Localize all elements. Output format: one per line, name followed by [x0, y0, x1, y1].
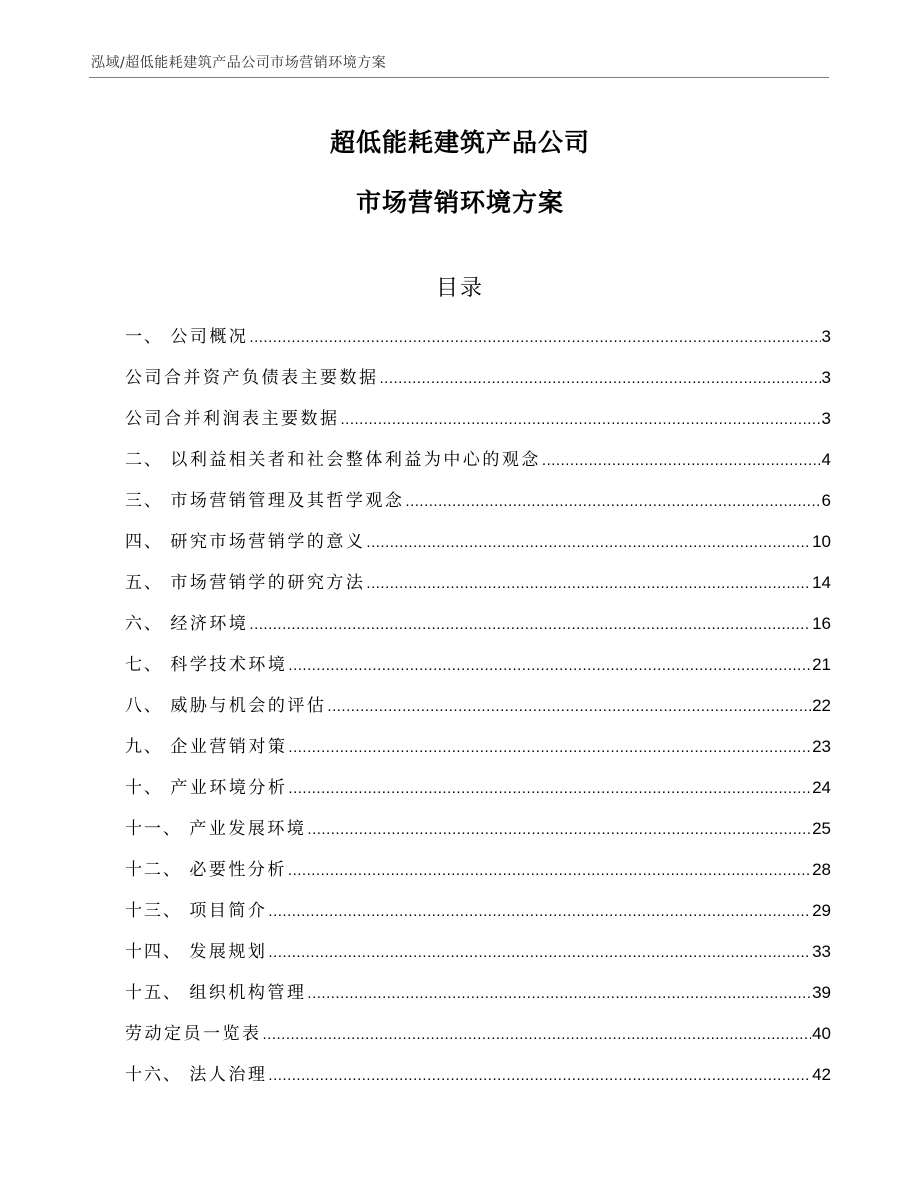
toc-entry-threat-opportunity[interactable] — [125, 691, 831, 732]
toc-leader-dots — [380, 370, 821, 387]
toc-entry-label: 经济环境 — [170, 614, 249, 634]
toc-entry-significance[interactable] — [125, 527, 831, 568]
toc-entry-development-plan[interactable] — [125, 937, 831, 978]
toc-leader-dots — [288, 739, 811, 756]
toc-leader-dots — [249, 616, 811, 633]
toc-entry-number: 六、 — [125, 614, 171, 634]
toc-entry-label: 威胁与机会的评估 — [170, 696, 327, 716]
toc-leader-dots — [263, 1026, 812, 1043]
toc-leader-dots — [268, 944, 811, 961]
toc-entry-company-overview[interactable] — [125, 322, 831, 363]
toc-entry-page: 3 — [821, 409, 831, 428]
toc-leader-dots — [288, 780, 811, 797]
toc-entry-number: 七、 — [125, 655, 171, 675]
toc-entry-page: 16 — [812, 614, 831, 633]
toc-entry-label: 必要性分析 — [189, 860, 287, 880]
toc-entry-label: 发展规划 — [189, 942, 268, 962]
toc-entry-number: 十、 — [125, 778, 171, 798]
toc-heading: 目录 — [435, 276, 484, 301]
toc-entry-number: 九、 — [125, 737, 171, 757]
toc-entry-page: 33 — [812, 942, 831, 961]
toc-entry-label: 劳动定员一览表 — [125, 1024, 262, 1044]
toc-entry-necessity-analysis[interactable] — [125, 855, 831, 896]
toc-leader-dots — [341, 411, 821, 428]
toc-entry-label: 科学技术环境 — [170, 655, 288, 675]
toc-leader-dots — [249, 329, 820, 346]
toc-entry-label: 市场营销管理及其哲学观念 — [170, 491, 405, 511]
toc-entry-number: 十五、 — [125, 983, 190, 1003]
toc-entry-label: 市场营销学的研究方法 — [170, 573, 366, 593]
toc-leader-dots — [327, 698, 811, 715]
toc-entry-number: 二、 — [125, 450, 171, 470]
toc-entry-page: 39 — [812, 983, 831, 1002]
toc-entry-stakeholder-concept[interactable] — [125, 445, 831, 486]
toc-entry-corporate-governance[interactable] — [125, 1060, 831, 1101]
toc-entry-label: 法人治理 — [189, 1065, 268, 1085]
toc-leader-dots — [268, 1067, 811, 1084]
toc-entry-label: 公司合并利润表主要数据 — [125, 409, 340, 429]
toc-leader-dots — [366, 575, 811, 592]
toc-entry-label: 项目简介 — [189, 901, 268, 921]
toc-entry-number: 八、 — [125, 696, 171, 716]
toc-entry-page: 42 — [812, 1065, 831, 1084]
toc-entry-industry-analysis[interactable] — [125, 773, 831, 814]
toc-entry-research-methods[interactable] — [125, 568, 831, 609]
toc-entry-label: 以利益相关者和社会整体利益为中心的观念 — [170, 450, 541, 470]
toc-entry-page: 22 — [812, 696, 831, 715]
toc-entry-label: 产业环境分析 — [170, 778, 288, 798]
toc-entry-marketing-management[interactable] — [125, 486, 831, 527]
toc-entry-page: 25 — [812, 819, 831, 838]
toc-entry-income-statement[interactable] — [125, 404, 831, 445]
document-title-line-1: 超低能耗建筑产品公司 — [329, 128, 590, 157]
toc-entry-industry-development[interactable] — [125, 814, 831, 855]
toc-entry-marketing-countermeasures[interactable] — [125, 732, 831, 773]
toc-entry-label: 产业发展环境 — [189, 819, 307, 839]
toc-entry-label: 公司合并资产负债表主要数据 — [125, 368, 379, 388]
toc-entry-number: 五、 — [125, 573, 171, 593]
toc-entry-number: 十三、 — [125, 901, 190, 921]
toc-entry-page: 3 — [821, 368, 831, 387]
document-title-line-2: 市场营销环境方案 — [355, 188, 564, 217]
toc-leader-dots — [366, 534, 811, 551]
header-divider — [89, 77, 829, 78]
running-header: 泓域/超低能耗建筑产品公司市场营销环境方案 — [91, 55, 387, 71]
toc-entry-label: 研究市场营销学的意义 — [170, 532, 366, 552]
toc-entry-page: 14 — [812, 573, 831, 592]
toc-leader-dots — [542, 452, 821, 469]
toc-entry-number: 十六、 — [125, 1065, 190, 1085]
toc-entry-page: 23 — [812, 737, 831, 756]
toc-entry-number: 十一、 — [125, 819, 190, 839]
toc-entry-page: 4 — [821, 450, 831, 469]
toc-entry-number: 一、 — [125, 327, 171, 347]
toc-entry-page: 28 — [812, 860, 831, 879]
toc-entry-label: 组织机构管理 — [189, 983, 307, 1003]
toc-entry-page: 3 — [821, 327, 831, 346]
toc-leader-dots — [288, 657, 811, 674]
toc-entry-number: 四、 — [125, 532, 171, 552]
toc-entry-economic-environment[interactable] — [125, 609, 831, 650]
toc-entry-page: 21 — [812, 655, 831, 674]
toc-leader-dots — [307, 821, 811, 838]
toc-leader-dots — [405, 493, 820, 510]
table-of-contents — [125, 322, 831, 1101]
toc-entry-page: 24 — [812, 778, 831, 797]
toc-leader-dots — [268, 903, 811, 920]
toc-leader-dots — [307, 985, 811, 1002]
toc-entry-number: 十二、 — [125, 860, 190, 880]
toc-leader-dots — [288, 862, 811, 879]
toc-entry-balance-sheet[interactable] — [125, 363, 831, 404]
toc-entry-label: 企业营销对策 — [170, 737, 288, 757]
toc-entry-number: 三、 — [125, 491, 171, 511]
toc-entry-number: 十四、 — [125, 942, 190, 962]
toc-entry-technology-environment[interactable] — [125, 650, 831, 691]
toc-entry-page: 40 — [812, 1024, 831, 1043]
toc-entry-organization-management[interactable] — [125, 978, 831, 1019]
toc-entry-project-summary[interactable] — [125, 896, 831, 937]
toc-entry-page: 6 — [821, 491, 831, 510]
toc-entry-staffing-table[interactable] — [125, 1019, 831, 1060]
toc-entry-label: 公司概况 — [170, 327, 249, 347]
toc-entry-page: 10 — [812, 532, 831, 551]
toc-entry-page: 29 — [812, 901, 831, 920]
